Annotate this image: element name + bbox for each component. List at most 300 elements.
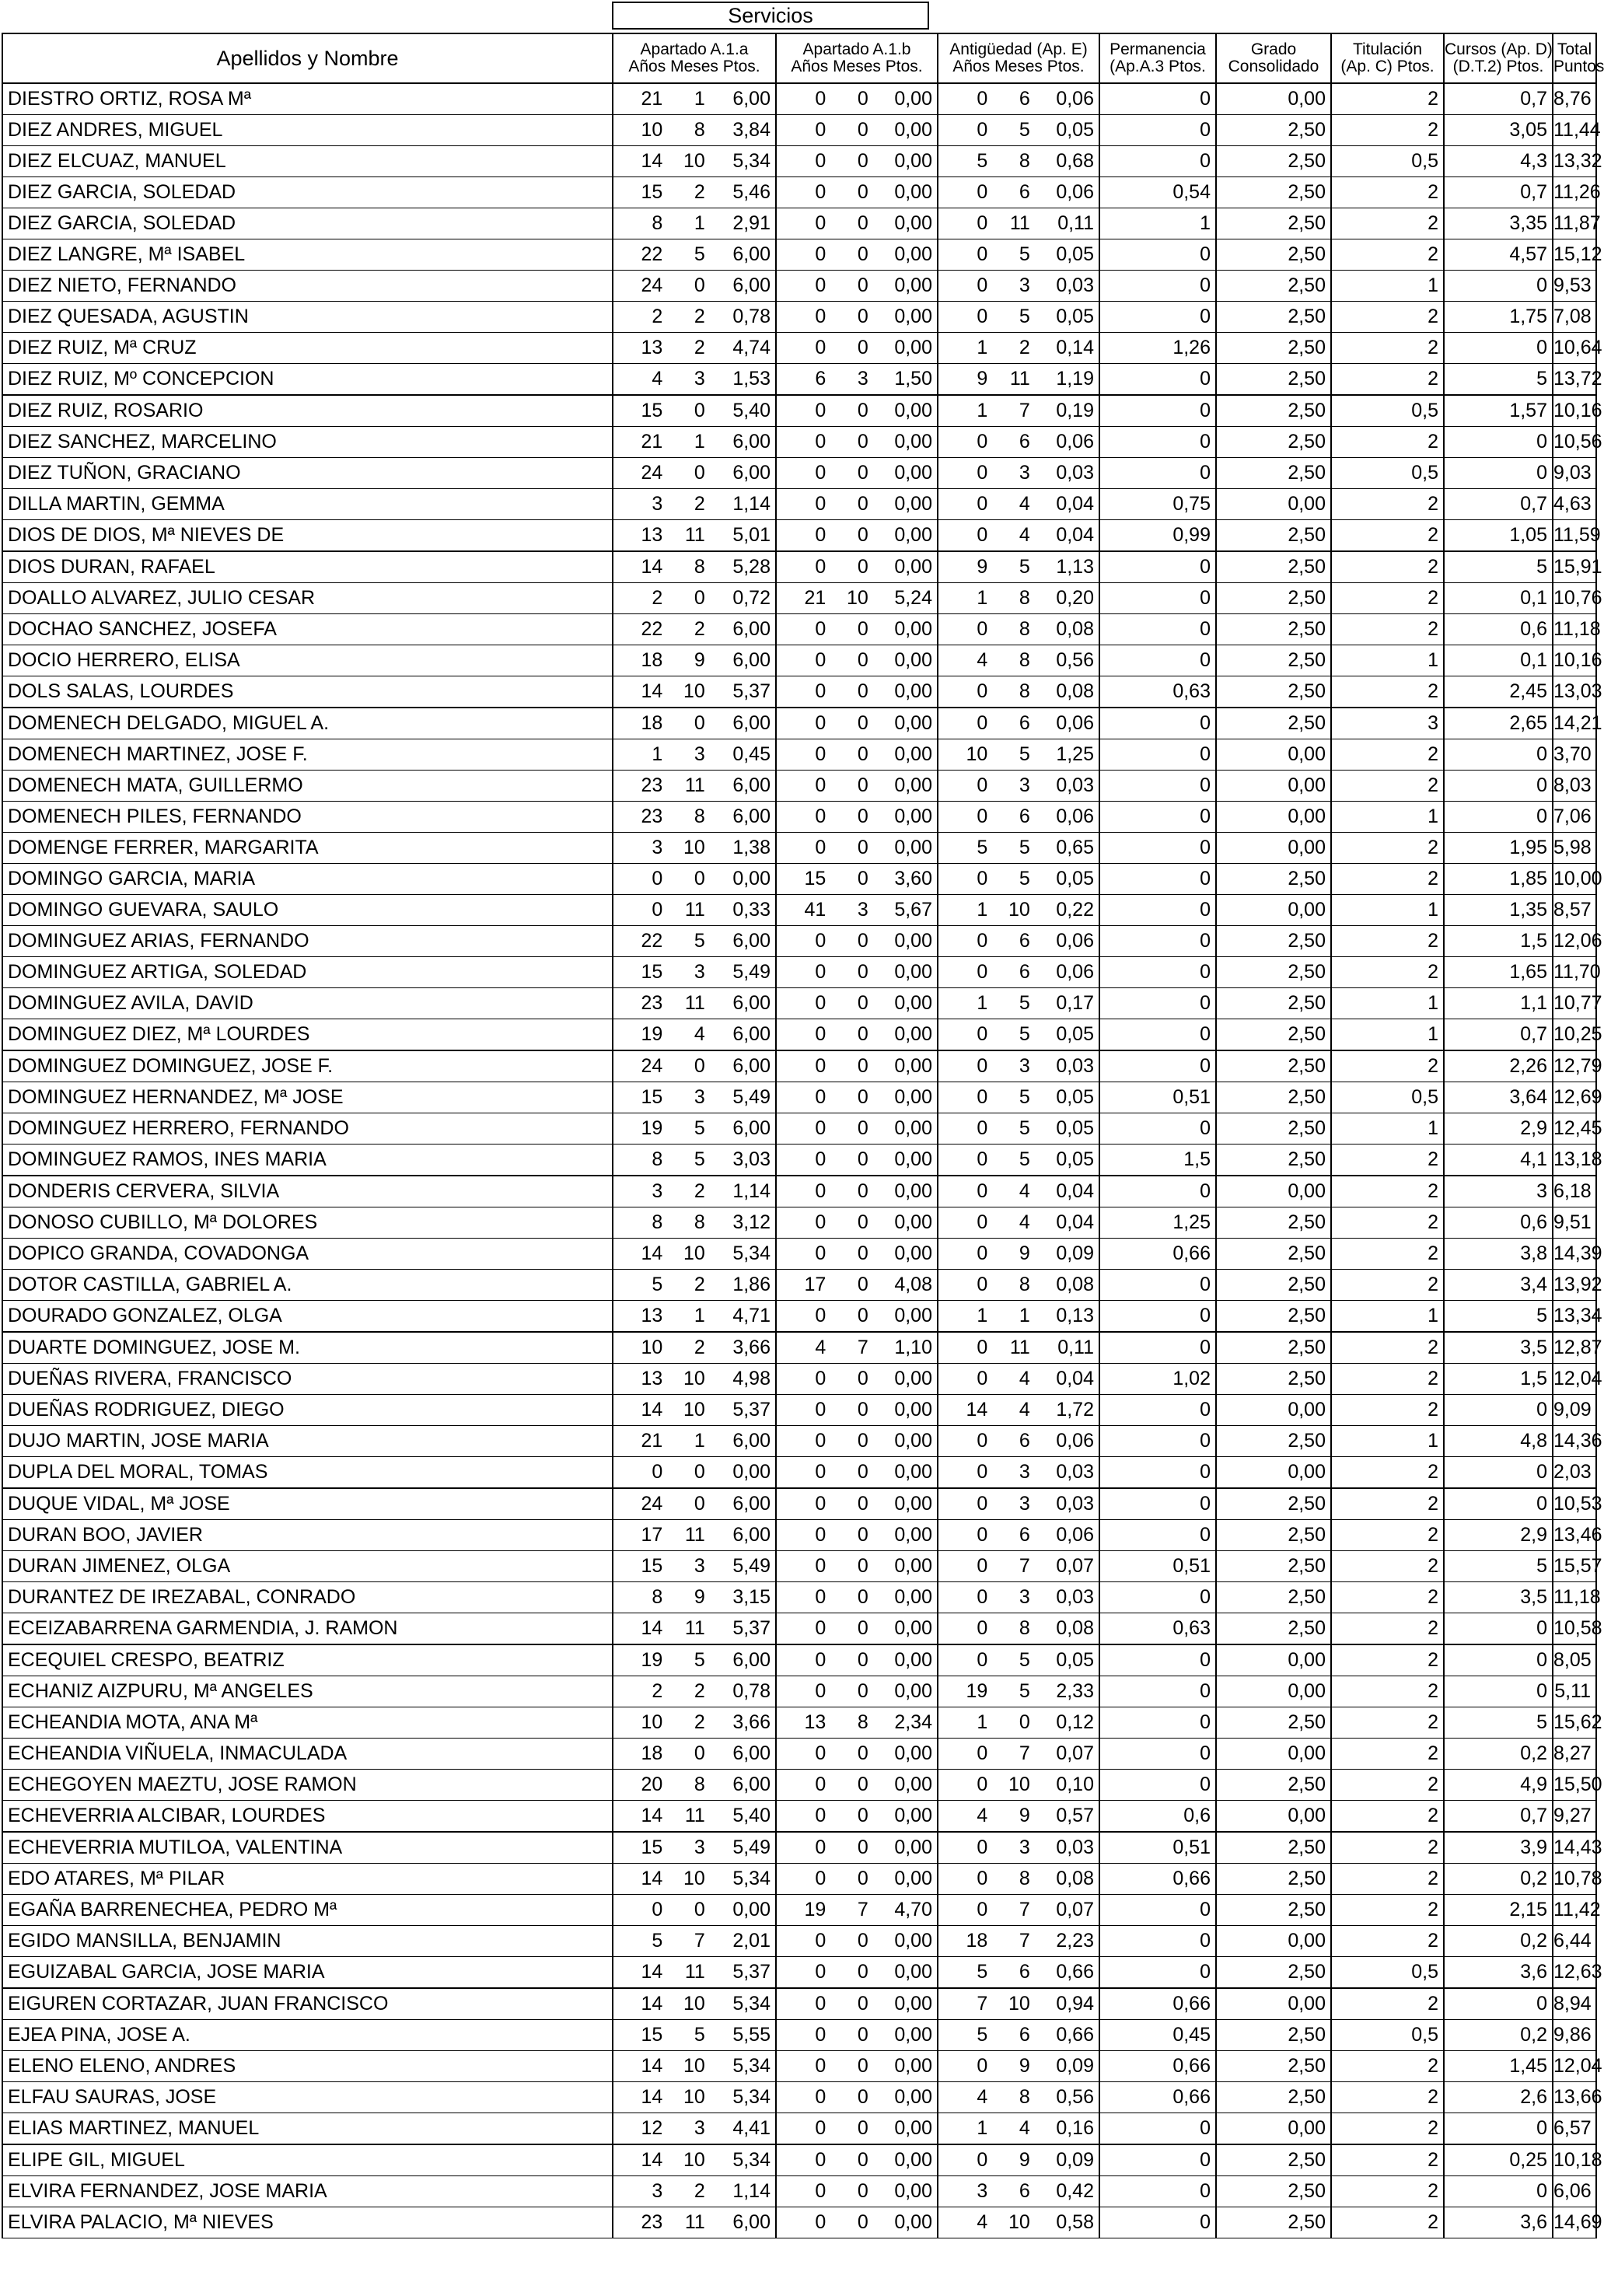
cell-grado: 2,50 <box>1216 1551 1331 1582</box>
cell-ptos: 4,08 <box>894 1274 932 1295</box>
cell-meses: 2 <box>694 1274 705 1295</box>
cell-a1a <box>613 1239 776 1270</box>
cell-meses: 5 <box>1019 119 1030 141</box>
cell-ptos: 6,00 <box>732 774 771 796</box>
cell-permanencia: 0 <box>1099 1457 1216 1489</box>
cell-titulacion: 2 <box>1331 2144 1444 2176</box>
cell-a1a <box>613 2051 776 2082</box>
cell-grado: 2,50 <box>1216 239 1331 271</box>
cell-total: 10,64 <box>1553 333 1596 364</box>
cell-grado: 2,50 <box>1216 115 1331 146</box>
cell-a1b <box>776 427 938 458</box>
table-row <box>2 676 1596 708</box>
cell-meses: 3 <box>1019 1055 1030 1077</box>
cell-permanencia: 0 <box>1099 614 1216 645</box>
cell-anos: 0 <box>815 431 826 453</box>
cell-ptos: 4,70 <box>894 1899 932 1920</box>
cell-anos: 1 <box>977 400 988 421</box>
cell-titulacion: 2 <box>1331 1176 1444 1207</box>
cell-permanencia: 0 <box>1099 739 1216 771</box>
cell-cursos: 2,45 <box>1444 676 1553 708</box>
cell-grado: 2,50 <box>1216 302 1331 333</box>
cell-ptos: 0,03 <box>1056 462 1094 484</box>
cell-cursos: 0,2 <box>1444 1864 1553 1895</box>
cell-a1b <box>776 364 938 396</box>
cell-name: DIOS DURAN, RAFAEL <box>2 551 613 583</box>
cell-total: 6,18 <box>1553 1176 1596 1207</box>
cell-permanencia: 0 <box>1099 771 1216 802</box>
cell-meses: 3 <box>1019 1493 1030 1515</box>
cell-meses: 7 <box>1019 1555 1030 1577</box>
table-row <box>2 1801 1596 1833</box>
cell-total: 12,04 <box>1553 1364 1596 1395</box>
cell-anos: 0 <box>977 306 988 327</box>
cell-ptos: 0,78 <box>732 306 771 327</box>
cell-a1a <box>613 1019 776 1051</box>
cell-anos: 14 <box>641 150 663 172</box>
cell-permanencia: 0,66 <box>1099 1239 1216 1270</box>
cell-a1b <box>776 1239 938 1270</box>
cell-a1a <box>613 1332 776 1364</box>
cell-meses: 3 <box>857 899 868 921</box>
cell-cursos: 5 <box>1444 1707 1553 1739</box>
cell-ptos: 0,06 <box>1056 431 1094 453</box>
cell-anos: 0 <box>977 868 988 889</box>
cell-anos: 18 <box>641 649 663 671</box>
cell-name: ELFAU SAURAS, JOSE <box>2 2082 613 2113</box>
cell-permanencia: 0 <box>1099 988 1216 1019</box>
cell-titulacion: 2 <box>1331 739 1444 771</box>
cell-permanencia: 0 <box>1099 2144 1216 2176</box>
cell-titulacion: 2 <box>1331 1988 1444 2020</box>
cell-ptos: 0,00 <box>894 1461 932 1483</box>
cell-a1b <box>776 614 938 645</box>
cell-ptos: 0,66 <box>1056 1961 1094 1983</box>
cell-grado: 0,00 <box>1216 895 1331 926</box>
cell-titulacion: 2 <box>1331 1770 1444 1801</box>
cell-anos: 0 <box>977 1742 988 1764</box>
cell-meses: 11 <box>1009 212 1030 234</box>
cell-meses: 0 <box>857 2055 868 2077</box>
cell-a1a <box>613 1926 776 1957</box>
cell-meses: 0 <box>1019 1711 1030 1733</box>
cell-meses: 3 <box>1019 1836 1030 1858</box>
cell-meses: 0 <box>857 618 868 640</box>
cell-ptos: 0,00 <box>894 462 932 484</box>
cell-total: 13,46 <box>1553 1520 1596 1551</box>
cell-total: 13,92 <box>1553 1270 1596 1301</box>
cell-ptos: 1,14 <box>732 493 771 515</box>
cell-titulacion: 0,5 <box>1331 458 1444 489</box>
cell-ptos: 0,00 <box>894 493 932 515</box>
cell-a1b <box>776 833 938 864</box>
cell-ptos: 0,00 <box>894 1305 932 1326</box>
cell-meses: 0 <box>694 1493 705 1515</box>
cell-ptos: 0,00 <box>732 1899 771 1920</box>
table-row <box>2 1707 1596 1739</box>
cell-antiguedad <box>938 333 1099 364</box>
cell-name: DOMINGUEZ AVILA, DAVID <box>2 988 613 1019</box>
cell-ptos: 5,37 <box>732 1961 771 1983</box>
cell-meses: 0 <box>857 1774 868 1795</box>
cell-titulacion: 2 <box>1331 364 1444 396</box>
cell-ptos: 6,00 <box>732 2211 771 2233</box>
cell-ptos: 0,05 <box>1056 1649 1094 1671</box>
cell-antiguedad <box>938 895 1099 926</box>
cell-meses: 0 <box>857 2149 868 2171</box>
cell-ptos: 0,00 <box>894 774 932 796</box>
cell-meses: 8 <box>857 1711 868 1733</box>
cell-meses: 0 <box>857 524 868 546</box>
cell-meses: 7 <box>694 1930 705 1952</box>
cell-meses: 0 <box>857 2086 868 2108</box>
cell-antiguedad <box>938 520 1099 552</box>
cell-titulacion: 1 <box>1331 1301 1444 1333</box>
cell-cursos: 1,35 <box>1444 895 1553 926</box>
cell-meses: 4 <box>1019 493 1030 515</box>
cell-a1a <box>613 1113 776 1145</box>
cell-meses: 0 <box>857 431 868 453</box>
cell-titulacion: 1 <box>1331 1019 1444 1051</box>
cell-antiguedad <box>938 1520 1099 1551</box>
cell-anos: 0 <box>815 1993 826 2015</box>
cell-ptos: 1,13 <box>1056 556 1094 578</box>
cell-name: DIEZ QUESADA, AGUSTIN <box>2 302 613 333</box>
cell-total: 15,91 <box>1553 551 1596 583</box>
cell-antiguedad <box>938 739 1099 771</box>
cell-anos: 0 <box>977 1211 988 1233</box>
cell-meses: 0 <box>857 1805 868 1826</box>
cell-ptos: 4,71 <box>732 1305 771 1326</box>
cell-total: 13,66 <box>1553 2082 1596 2113</box>
cell-meses: 0 <box>857 837 868 858</box>
cell-ptos: 0,00 <box>894 1930 932 1952</box>
cell-cursos: 1,1 <box>1444 988 1553 1019</box>
cell-titulacion: 2 <box>1331 333 1444 364</box>
cell-name: DOPICO GRANDA, COVADONGA <box>2 1239 613 1270</box>
cell-ptos: 6,00 <box>732 462 771 484</box>
cell-anos: 4 <box>977 2086 988 2108</box>
table-row <box>2 1582 1596 1613</box>
cell-permanencia: 0 <box>1099 957 1216 988</box>
cell-total: 15,57 <box>1553 1551 1596 1582</box>
cell-meses: 11 <box>684 1617 705 1639</box>
cell-name: DUJO MARTIN, JOSE MARIA <box>2 1426 613 1457</box>
table-row <box>2 1988 1596 2020</box>
cell-meses: 5 <box>1019 243 1030 265</box>
cell-meses: 5 <box>1019 1023 1030 1045</box>
cell-total: 8,03 <box>1553 771 1596 802</box>
cell-ptos: 0,09 <box>1056 2149 1094 2171</box>
cell-antiguedad <box>938 2082 1099 2113</box>
cell-anos: 0 <box>977 1055 988 1077</box>
cell-anos: 6 <box>815 368 826 390</box>
cell-meses: 11 <box>684 1961 705 1983</box>
header-row <box>2 33 1596 83</box>
cell-name: DUARTE DOMINGUEZ, JOSE M. <box>2 1332 613 1364</box>
cell-cursos: 2,9 <box>1444 1113 1553 1145</box>
cell-total: 9,86 <box>1553 2020 1596 2051</box>
cell-anos: 0 <box>815 524 826 546</box>
cell-a1a <box>613 208 776 239</box>
cell-meses: 8 <box>1019 680 1030 702</box>
cell-total: 12,45 <box>1553 1113 1596 1145</box>
cell-antiguedad <box>938 1364 1099 1395</box>
cell-anos: 0 <box>977 1242 988 1264</box>
cell-anos: 0 <box>652 899 663 921</box>
cell-total: 13,72 <box>1553 364 1596 396</box>
cell-cursos: 0,2 <box>1444 2020 1553 2051</box>
cell-name: DIEZ RUIZ, ROSARIO <box>2 395 613 427</box>
cell-cursos: 0 <box>1444 1644 1553 1676</box>
cell-meses: 4 <box>1019 2117 1030 2139</box>
col-header-a1b: Apartado A.1.b Años Meses Ptos. <box>776 33 938 83</box>
cell-permanencia: 0 <box>1099 1113 1216 1145</box>
cell-permanencia: 0 <box>1099 1895 1216 1926</box>
cell-titulacion: 2 <box>1331 833 1444 864</box>
cell-cursos: 0,2 <box>1444 1926 1553 1957</box>
cell-grado: 2,50 <box>1216 957 1331 988</box>
cell-titulacion: 0,5 <box>1331 395 1444 427</box>
cell-grado: 2,50 <box>1216 458 1331 489</box>
cell-ptos: 0,06 <box>1056 88 1094 110</box>
cell-ptos: 1,10 <box>894 1337 932 1358</box>
cell-ptos: 6,00 <box>732 649 771 671</box>
cell-anos: 0 <box>815 2055 826 2077</box>
cell-ptos: 0,00 <box>894 837 932 858</box>
cell-permanencia: 0 <box>1099 146 1216 177</box>
cell-ptos: 0,00 <box>894 649 932 671</box>
cell-anos: 0 <box>977 2055 988 2077</box>
cell-titulacion: 2 <box>1331 115 1444 146</box>
table-row <box>2 2144 1596 2176</box>
cell-ptos: 6,00 <box>732 1649 771 1671</box>
cell-meses: 0 <box>857 150 868 172</box>
cell-anos: 7 <box>977 1993 988 2015</box>
cell-anos: 1 <box>977 1711 988 1733</box>
cell-a1a <box>613 1520 776 1551</box>
cell-meses: 0 <box>857 1211 868 1233</box>
cell-total: 12,69 <box>1553 1082 1596 1113</box>
cell-ptos: 0,08 <box>1056 1274 1094 1295</box>
cell-meses: 8 <box>1019 618 1030 640</box>
cell-name: EJEA PINA, JOSE A. <box>2 2020 613 2051</box>
cell-total: 7,08 <box>1553 302 1596 333</box>
cell-anos: 5 <box>977 837 988 858</box>
cell-cursos: 3,05 <box>1444 115 1553 146</box>
cell-antiguedad <box>938 1644 1099 1676</box>
cell-name: EIGUREN CORTAZAR, JUAN FRANCISCO <box>2 1988 613 2020</box>
cell-anos: 14 <box>641 1868 663 1889</box>
cell-antiguedad <box>938 551 1099 583</box>
cell-anos: 0 <box>815 2180 826 2202</box>
table-row <box>2 1832 1596 1864</box>
table-row <box>2 1176 1596 1207</box>
cell-ptos: 5,40 <box>732 1805 771 1826</box>
cell-grado: 2,50 <box>1216 1770 1331 1801</box>
col-header-titulacion: Titulación (Ap. C) Ptos. <box>1331 33 1444 83</box>
cell-a1b <box>776 489 938 520</box>
cell-ptos: 0,03 <box>1056 1493 1094 1515</box>
cell-total: 8,57 <box>1553 895 1596 926</box>
cell-name: DUPLA DEL MORAL, TOMAS <box>2 1457 613 1489</box>
cell-titulacion: 1 <box>1331 271 1444 302</box>
cell-grado: 2,50 <box>1216 2082 1331 2113</box>
cell-name: DIEZ RUIZ, Mª CRUZ <box>2 333 613 364</box>
cell-a1a <box>613 1801 776 1833</box>
cell-permanencia: 0 <box>1099 395 1216 427</box>
table-row <box>2 551 1596 583</box>
cell-a1a <box>613 302 776 333</box>
table-row <box>2 2176 1596 2207</box>
cell-antiguedad <box>938 645 1099 676</box>
cell-meses: 10 <box>683 2149 705 2171</box>
cell-meses: 0 <box>857 680 868 702</box>
cell-antiguedad <box>938 1832 1099 1864</box>
table-row <box>2 771 1596 802</box>
cell-name: DOMENECH DELGADO, MIGUEL A. <box>2 708 613 739</box>
cell-anos: 10 <box>966 743 988 765</box>
cell-anos: 19 <box>966 1680 988 1702</box>
cell-a1a <box>613 458 776 489</box>
cell-a1a <box>613 645 776 676</box>
cell-meses: 0 <box>857 1430 868 1452</box>
cell-anos: 0 <box>815 2024 826 2046</box>
cell-ptos: 0,00 <box>894 992 932 1014</box>
cell-meses: 8 <box>1019 649 1030 671</box>
cell-ptos: 0,05 <box>1056 1117 1094 1139</box>
cell-anos: 0 <box>815 1180 826 1202</box>
cell-ptos: 0,00 <box>894 618 932 640</box>
table-row <box>2 1395 1596 1426</box>
cell-ptos: 0,00 <box>894 119 932 141</box>
cell-anos: 0 <box>815 930 826 952</box>
cell-ptos: 5,40 <box>732 400 771 421</box>
cell-permanencia: 0 <box>1099 1301 1216 1333</box>
cell-ptos: 1,25 <box>1056 743 1094 765</box>
cell-anos: 0 <box>815 274 826 296</box>
cell-ptos: 0,12 <box>1056 1711 1094 1733</box>
cell-meses: 10 <box>683 1993 705 2015</box>
cell-ptos: 5,37 <box>732 1399 771 1421</box>
cell-titulacion: 2 <box>1331 926 1444 957</box>
cell-anos: 15 <box>641 1836 663 1858</box>
cell-permanencia: 0 <box>1099 1488 1216 1520</box>
cell-a1b <box>776 895 938 926</box>
cell-a1b <box>776 271 938 302</box>
cell-permanencia: 0 <box>1099 864 1216 895</box>
cell-total: 14,21 <box>1553 708 1596 739</box>
cell-permanencia: 0 <box>1099 1676 1216 1707</box>
cell-meses: 8 <box>1019 1868 1030 1889</box>
cell-name: ECHEANDIA VIÑUELA, INMACULADA <box>2 1739 613 1770</box>
cell-meses: 0 <box>857 1461 868 1483</box>
cell-titulacion: 3 <box>1331 708 1444 739</box>
cell-anos: 0 <box>815 306 826 327</box>
cell-anos: 15 <box>641 400 663 421</box>
cell-antiguedad <box>938 1801 1099 1833</box>
cell-antiguedad <box>938 988 1099 1019</box>
cell-a1a <box>613 333 776 364</box>
table-row <box>2 1957 1596 1989</box>
cell-meses: 4 <box>1019 1180 1030 1202</box>
cell-anos: 0 <box>815 556 826 578</box>
cell-permanencia: 0 <box>1099 645 1216 676</box>
cell-meses: 6 <box>1019 1524 1030 1546</box>
cell-anos: 8 <box>652 212 663 234</box>
cell-total: 10,76 <box>1553 583 1596 614</box>
cell-antiguedad <box>938 1176 1099 1207</box>
cell-meses: 0 <box>857 1305 868 1326</box>
cell-permanencia: 0 <box>1099 833 1216 864</box>
servicios-header: Servicios <box>612 2 929 30</box>
cell-name: ECHEGOYEN MAEZTU, JOSE RAMON <box>2 1770 613 1801</box>
cell-permanencia: 0 <box>1099 427 1216 458</box>
table-row <box>2 146 1596 177</box>
cell-a1b <box>776 1739 938 1770</box>
cell-total: 9,09 <box>1553 1395 1596 1426</box>
cell-anos: 8 <box>652 1148 663 1170</box>
cell-cursos: 0 <box>1444 2176 1553 2207</box>
cell-a1a <box>613 1988 776 2020</box>
cell-ptos: 0,00 <box>894 1086 932 1108</box>
cell-a1b <box>776 302 938 333</box>
cell-name: DUEÑAS RIVERA, FRANCISCO <box>2 1364 613 1395</box>
cell-anos: 24 <box>641 1055 663 1077</box>
cell-anos: 19 <box>641 1649 663 1671</box>
table-row <box>2 1895 1596 1926</box>
cell-ptos: 6,00 <box>732 806 771 827</box>
cell-titulacion: 2 <box>1331 83 1444 115</box>
cell-name: DOMINGUEZ ARIAS, FERNANDO <box>2 926 613 957</box>
cell-a1a <box>613 739 776 771</box>
cell-anos: 0 <box>815 1211 826 1233</box>
cell-meses: 3 <box>1019 1586 1030 1608</box>
cell-meses: 0 <box>857 1023 868 1045</box>
cell-anos: 5 <box>977 2024 988 2046</box>
cell-ptos: 0,00 <box>894 88 932 110</box>
cell-permanencia: 0 <box>1099 458 1216 489</box>
cell-meses: 10 <box>847 587 868 609</box>
cell-titulacion: 2 <box>1331 2051 1444 2082</box>
cell-permanencia: 0 <box>1099 1520 1216 1551</box>
cell-anos: 14 <box>641 556 663 578</box>
cell-meses: 0 <box>857 1493 868 1515</box>
cell-ptos: 5,55 <box>732 2024 771 2046</box>
cell-total: 6,57 <box>1553 2113 1596 2145</box>
cell-ptos: 0,42 <box>1056 2180 1094 2202</box>
cell-grado: 0,00 <box>1216 1176 1331 1207</box>
cell-grado: 2,50 <box>1216 1019 1331 1051</box>
cell-name: DOCIO HERRERO, ELISA <box>2 645 613 676</box>
cell-cursos: 0 <box>1444 427 1553 458</box>
cell-meses: 10 <box>683 150 705 172</box>
cell-total: 10,78 <box>1553 1864 1596 1895</box>
cell-name: DOMINGO GARCIA, MARIA <box>2 864 613 895</box>
cell-titulacion: 2 <box>1331 1676 1444 1707</box>
cell-anos: 0 <box>815 1148 826 1170</box>
cell-titulacion: 2 <box>1331 1644 1444 1676</box>
cell-cursos: 0 <box>1444 1488 1553 1520</box>
cell-total: 13,32 <box>1553 146 1596 177</box>
cell-ptos: 0,08 <box>1056 680 1094 702</box>
cell-meses: 7 <box>1019 1930 1030 1952</box>
cell-meses: 6 <box>1019 1430 1030 1452</box>
cell-meses: 0 <box>857 1993 868 2015</box>
cell-a1b <box>776 177 938 208</box>
cell-grado: 2,50 <box>1216 864 1331 895</box>
cell-a1a <box>613 1832 776 1864</box>
